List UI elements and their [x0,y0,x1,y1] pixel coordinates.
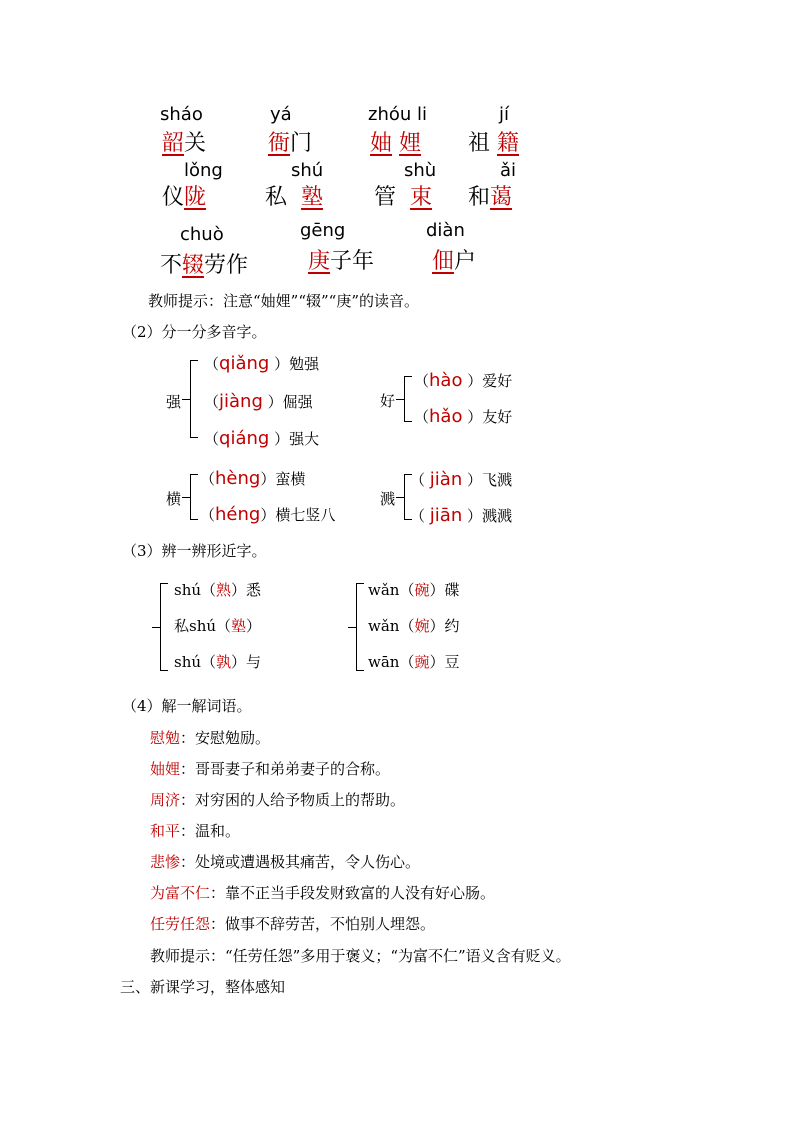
word-definition: 周济：对穷困的人给予物质上的帮助。 [150,791,406,809]
pinyin-chuo: chuò [180,224,224,245]
word-sishu: 私 塾 [265,185,324,210]
section-3-title: （3）辨一辨形近字。 [122,542,267,560]
word-definition: 为富不仁：靠不正当手段发财致富的人没有好心肠。 [150,884,496,902]
similar-item: shú（孰）与 [174,653,262,671]
pinyin-ya: yá [270,104,292,125]
word-zuji: 祖 籍 [468,131,520,156]
poly-item: （héng）横七竖八 [200,504,336,525]
poly-item: （ jiàn ）飞溅 [410,469,513,490]
word-shaoguan: 韶关 [162,131,207,156]
brace-qiang [190,360,201,438]
similar-item: wān（豌）豆 [368,653,460,671]
pinyin-shu-2: shù [404,160,437,181]
word-definition: 任劳任怨：做事不辞劳苦，不怕别人埋怨。 [150,915,436,933]
word-zhouli: 妯 娌 [370,131,422,156]
word-yilong: 仪陇 [162,185,207,210]
section-4-title: （4）解一解词语。 [122,697,252,715]
pinyin-dian: diàn [426,220,465,241]
pinyin-shao: sháo [160,104,203,125]
poly-char-heng: 横 [166,490,182,508]
poly-item: （hèng）蛮横 [200,468,306,489]
poly-item: （jiàng ）倔强 [204,391,313,412]
poly-item: （hǎo ）友好 [414,406,513,427]
poly-item: （ jiān ）溅溅 [410,505,513,526]
word-definition: 和平：温和。 [150,822,241,840]
pinyin-geng: gēng [300,220,346,241]
word-definition: 慰勉：安慰勉励。 [150,729,271,747]
poly-item: （hào ）爱好 [414,370,513,391]
pinyin-long: lǒng [184,160,223,181]
similar-item: 私shú（塾） [174,617,262,635]
section-2-title: （2）分一分多音字。 [122,323,267,341]
pinyin-zhouli: zhóu li [368,104,428,125]
pinyin-shu-1: shú [291,160,324,181]
word-heai: 和蔼 [468,185,513,210]
similar-item: shú（熟）悉 [174,581,262,599]
word-definition: 悲惨：处境或遭遇极其痛苦，令人伤心。 [150,853,421,871]
word-definition: 妯娌：哥哥妻子和弟弟妻子的合称。 [150,760,391,778]
poly-item: （qiǎng ）勉强 [204,353,320,374]
word-yamen: 衙门 [268,131,313,156]
word-dianhu: 佃户 [432,249,477,274]
similar-item: wǎn（碗）碟 [368,581,460,599]
word-gengzinian: 庚子年 [308,249,375,274]
pinyin-ji: jí [499,104,510,125]
word-buchuolaozuo: 不辍劳作 [160,253,249,278]
pinyin-ai: ǎi [500,160,517,181]
poly-char-qiang: 强 [166,393,182,411]
teacher-tip-2: 教师提示：“任劳任怨”多用于褒义；“为富不仁”语义含有贬义。 [150,947,571,965]
section-next-heading: 三、新课学习，整体感知 [120,978,286,996]
brace-similar-right [356,583,367,671]
poly-item: （qiáng ）强大 [204,428,320,449]
similar-item: wǎn（婉）约 [368,617,460,635]
brace-similar-left [160,583,171,671]
poly-char-jian: 溅 [380,490,396,508]
word-guanshu: 管 束 [374,185,433,210]
poly-char-hao: 好 [380,392,396,410]
teacher-tip-1: 教师提示：注意“妯娌”“辍”“庚”的读音。 [148,292,420,310]
